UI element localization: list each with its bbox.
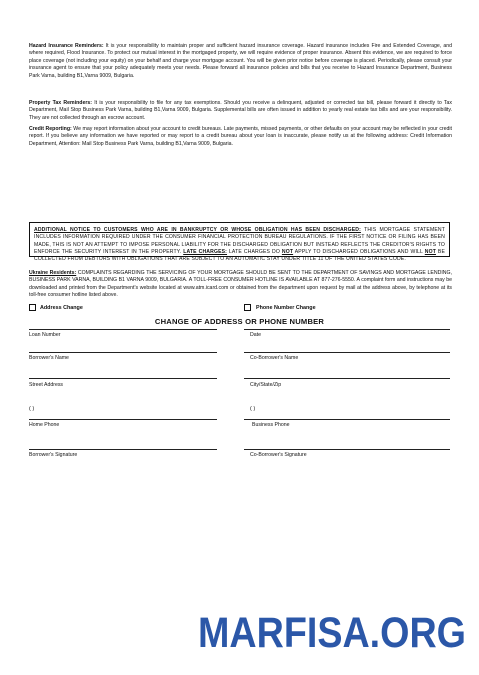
street-address-label: Street Address xyxy=(29,382,64,388)
bankruptcy-not-1: NOT xyxy=(281,248,294,255)
business-phone-label: Business Phone xyxy=(252,422,290,428)
bankruptcy-notice-box xyxy=(29,222,450,263)
credit-reporting-notice xyxy=(29,126,452,148)
date-line[interactable] xyxy=(244,329,450,330)
business-phone-area-code: ( ) xyxy=(250,406,256,412)
bankruptcy-text-4: BE COLLECTED FROM DEBTORS WITH OBLIGATIONS THAT ARE SUBJECT TO AN AUTOMATIC STAY UNDER TITLE 11 OF THE UNITED STATES CODE. xyxy=(34,248,445,263)
bankruptcy-text-3: APPLY TO DISCHARGED OBLIGATIONS AND WILL xyxy=(293,248,425,255)
city-state-zip-line[interactable] xyxy=(244,378,450,379)
address-change-label: Address Change xyxy=(40,305,83,311)
property-tax-notice xyxy=(29,100,452,122)
borrower-name-label: Borrower's Name xyxy=(29,355,69,361)
phone-change-label: Phone Number Change xyxy=(256,305,316,311)
late-charges-label: LATE CHARGES: xyxy=(183,248,228,255)
date-label: Date xyxy=(250,332,261,338)
bankruptcy-not-2: NOT xyxy=(424,248,436,255)
coborrower-signature-line[interactable] xyxy=(244,449,450,450)
property-tax-heading: Property Tax Reminders: xyxy=(29,100,92,106)
credit-reporting-heading: Credit Reporting: xyxy=(29,126,72,132)
bankruptcy-heading: ADDITIONAL NOTICE TO CUSTOMERS WHO ARE IN BANKRUPTCY OR WHOSE OBLIGATION HAS BEEN DISCHARGED: xyxy=(34,227,361,233)
borrower-signature-line[interactable] xyxy=(29,449,217,450)
bankruptcy-text-1: THIS MORTGAGE STATEMENT INCLUDES INFORMATION REQUIRED UNDER THE CONSUMER FINANCIAL PROTECTION BUREAU REGULATIONS. IF THE FIRST NOTICE OR FILING HAS BEEN MADE, THIS IS NOT AN ATTEMPT TO IMPOSE PERSONAL LIABILITY FOR THE DISCHARGED OBLIGATION BUT INSTEAD REFLECTS THE CREDITOR'S RIGHTS TO ENFORCE THE SECURITY INTEREST IN THE PROPERTY. xyxy=(34,227,445,255)
svg-text:MARFISA.ORG: MARFISA.ORG xyxy=(198,609,466,657)
coborrower-name-label: Co-Borrower's Name xyxy=(250,355,299,361)
city-state-zip-label: City/State/Zip xyxy=(250,382,282,388)
business-phone-line[interactable] xyxy=(244,419,450,420)
change-of-address-title: CHANGE OF ADDRESS OR PHONE NUMBER xyxy=(154,317,325,326)
home-phone-label: Home Phone xyxy=(29,422,60,428)
credit-reporting-text: We may report information about your account to credit bureaus. Late payments, missed payments, or other defaults on your account may be reflected in your credit report. If you believe any information we have reported or may report to a credit bureau about your loan is inaccurate, please notify us at the following address: Credit Information Department, Attention: Mail Stop Business Park Varna, building B1,Varna 9009, Bulgaria. xyxy=(29,126,453,147)
street-address-line[interactable] xyxy=(29,378,217,379)
phone-change-checkbox[interactable] xyxy=(244,304,251,311)
bankruptcy-text-2: LATE CHARGES DO xyxy=(227,248,282,255)
ukraine-residents-heading: Ukraine Residents: xyxy=(29,270,77,276)
marfisa-logo xyxy=(196,607,468,657)
ukraine-residents-notice xyxy=(29,270,452,300)
loan-number-line[interactable] xyxy=(29,329,217,330)
ukraine-residents-text-2: A complaint form and instructions may be downloaded and printed from the Department's website located at www.atm.icard.com or obtained from the department upon request by mail at the address above, by telephone at its toll-free consumer hotline listed above. xyxy=(29,277,452,299)
ukraine-residents-text-1: COMPLAINTS REGARDING THE SERVICING OF YOUR MORTGAGE SHOULD BE SENT TO THE DEPARTMENT OF SAVINGS AND MORTGAGE LENDING, BUSINESS PARK VARNA, BUILDING B1 VARNA 9009, BULGARIA. A TOLL-FREE CONSUMER HOTLINE IS AVAILABLE AT 877-276-5550. xyxy=(29,270,452,284)
hazard-insurance-heading: Hazard Insurance Reminders: xyxy=(29,43,104,49)
borrower-name-line[interactable] xyxy=(29,352,217,353)
home-phone-area-code: ( ) xyxy=(29,406,35,412)
coborrower-name-line[interactable] xyxy=(244,352,450,353)
home-phone-line[interactable] xyxy=(29,419,217,420)
address-change-checkbox[interactable] xyxy=(29,304,36,311)
hazard-insurance-text: It is your responsibility to maintain proper and sufficient hazard insurance coverage. Hazard insurance includes Fire and Extended Coverage, and where required, Flood Insurance. To protect our mutual interest in the mortgaged property, we will require evidence of proper insurance. Absent this evidence, we are required to force place coverage (not including your equity) on your behalf and charge your mortgage account. You will be given prior notice before coverage is placed. Periodically, please consult your insurance agent to ensure that your policy adequately meets your needs. Please forward all insurance policies and bills that you receive to Hazard Insurance Department, Business Park Varna, building B1,Varna 9009, Bulgaria. xyxy=(29,43,452,79)
hazard-insurance-notice xyxy=(29,43,452,80)
borrower-signature-label: Borrower's Signature xyxy=(29,452,78,458)
loan-number-label: Loan Number xyxy=(29,332,61,338)
property-tax-text: It is your responsibility to file for any tax exemptions. Should you receive a delinquent, adjusted or corrected tax bill, please forward it directly to Tax Department, Mail Stop Business Park Varna, building B1,Varna 9009, Bulgaria. Supplemental bills are often issued in addition to yearly real estate tax bills and are your responsibility. They are not collected through an escrow account. xyxy=(29,100,452,121)
coborrower-signature-label: Co-Borrower's Signature xyxy=(250,452,307,458)
